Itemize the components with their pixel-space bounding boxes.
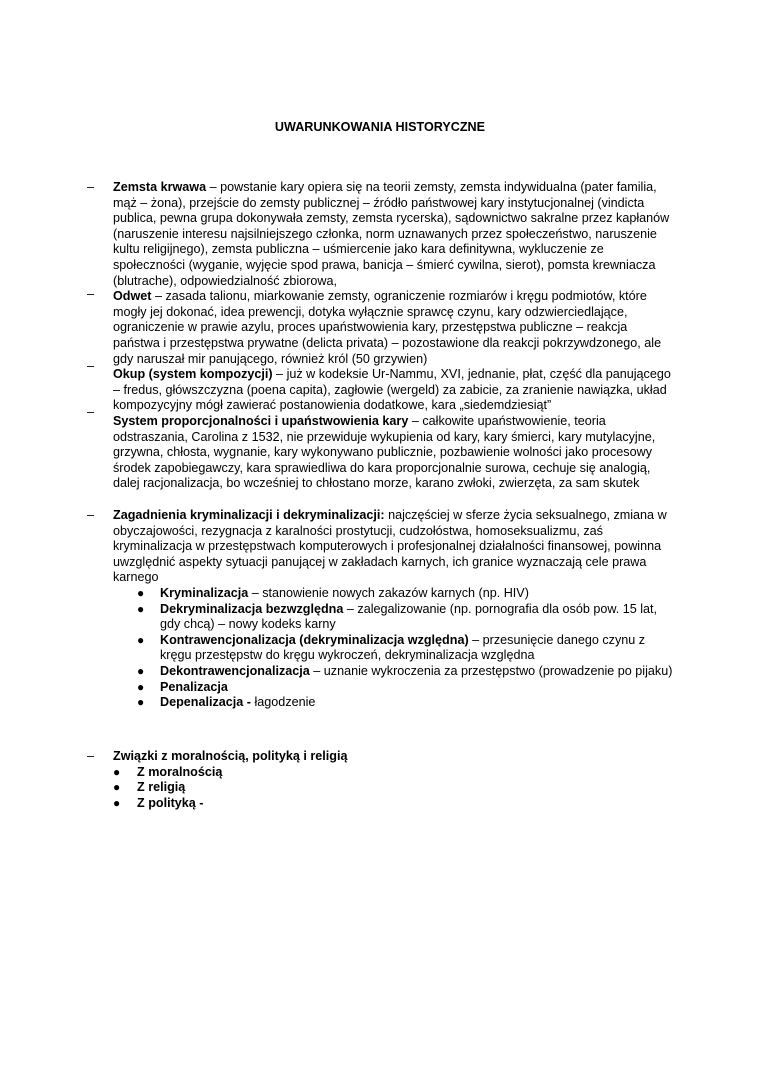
- bullet-icon: ●: [137, 663, 145, 678]
- section-relations: [113, 749, 675, 811]
- sub-list-item: [113, 796, 675, 812]
- list-item: [113, 289, 675, 367]
- sub-list-item: [113, 695, 675, 711]
- dash-marker: –: [87, 749, 95, 763]
- bullet-icon: ●: [137, 585, 145, 600]
- item-term: Związki z moralnością, polityką i religią: [113, 749, 348, 763]
- bullet-icon: ●: [137, 601, 145, 616]
- list-item: [113, 508, 675, 586]
- item-term: Odwet: [113, 289, 152, 304]
- page-title: UWARUNKOWANIA HISTORYCZNE: [274, 120, 486, 134]
- sub-list-item: [113, 633, 675, 664]
- list-item: [113, 367, 675, 414]
- dash-marker: –: [87, 180, 95, 194]
- item-text: – przesunięcie danego czynu z kręgu przestępstw do kręgu wykroczeń, dekryminalizacja względna: [160, 632, 646, 663]
- item-term: Okup (system kompozycji): [113, 367, 273, 382]
- item-text: – stanowienie nowych zakazów karnych (np. HIV): [248, 585, 529, 600]
- sub-list-item: [113, 664, 675, 680]
- section-historical-stages: [113, 180, 675, 492]
- item-text: – już w kodeksie Ur-Nammu, XVI, jednanie, płat, część dla panującego – fredus, główszczyzna (poena capita), zagłowie (wergeld) za zabicie, za zranienie nawiązka, układ kompozycyjny mógł zawierać postanowienia dodatkowe, kara „siedemdziesiąt”: [113, 367, 671, 413]
- dash-marker: –: [87, 508, 95, 522]
- item-term: Depenalizacja -: [160, 695, 251, 710]
- bullet-icon: ●: [113, 795, 121, 810]
- item-term: Kryminalizacja: [160, 585, 249, 600]
- item-term: Z polityką -: [137, 795, 204, 810]
- item-text: łagodzenie: [251, 695, 316, 710]
- item-text: – zalegalizowanie (np. pornografia dla osób pow. 15 lat, gdy chcą) – nowy kodeks karny: [160, 601, 658, 632]
- section-criminalization: [113, 508, 675, 711]
- item-text: – zasada talionu, miarkowanie zemsty, ograniczenie rozmiarów i kręgu podmiotów, które mogły jej dokonać, idea prewencji, dotyka wyłącznie sprawcę czynu, kary odzwierciedlające, ograniczenie w prawie azylu, proces upaństwowienia kary, przestępstwa publiczne – reakcja państwa i przestępstwa prywatne (delicta privata) – pozostawione dla reakcji pokrzywdzonego, ale gdy naruszał mir panującego, również król (50 grzywien): [113, 289, 662, 366]
- item-term: System proporcjonalności i upaństwowienia kary: [113, 413, 409, 428]
- item-term: Kontrawencjonalizacja (dekryminalizacja względna): [160, 632, 469, 647]
- sub-list-item: [113, 680, 675, 696]
- sub-list-item: [113, 586, 675, 602]
- item-term: Z moralnością: [137, 764, 223, 779]
- list-item: [113, 180, 675, 289]
- item-term: Zemsta krwawa: [113, 180, 207, 194]
- sub-list-item: [113, 602, 675, 633]
- list-item: [113, 749, 675, 765]
- sub-list-item: [113, 765, 675, 781]
- list-item: [113, 414, 675, 492]
- bullet-icon: ●: [113, 780, 121, 795]
- sub-list-item: [113, 780, 675, 796]
- item-term: Zagadnienia kryminalizacji i dekryminalizacji:: [113, 508, 385, 522]
- item-text: – powstanie kary opiera się na teorii zemsty, zemsta indywidualna (pater familia, mąż – żona), przejście do zemsty publicznej – źródło państwowej kary instytucjonalnej (vindicta publica, pewna grupa dokonywała zemsty, zemsta rycerska), sądownictwo sakralne przez kapłanów (naruszenie interesu najsilniejszego członka, norm uznawanych przez społeczeństwo, naruszenie kultu religijnego), zemsta publiczna – uśmiercenie jako kara definitywna, wykluczenie ze społeczności (wyganie, wyjęcie spod prawa, banicja – śmierć cywilna, sierot), pomsta krewniacza (blutrache), odpowiedzialność zbiorowa,: [113, 180, 670, 288]
- item-term: Dekontrawencjonalizacja: [160, 663, 310, 678]
- item-text: najczęściej w sferze życia seksualnego, zmiana w obyczajowości, rezygnacja z karalności prostytucji, cudzołóstwa, homoseksualizmu, zaś kryminalizacja w przestępstwach komputerowych i profesjonalnej działalności finansowej, powinna uwzględnić aspekty sytuacji panującej w zakładach karnych, ich granice wyznaczają cele prawa karnego: [113, 508, 667, 585]
- sub-list: [113, 586, 675, 711]
- sub-list: [113, 765, 675, 812]
- bullet-icon: ●: [137, 695, 145, 710]
- item-text: – uznanie wykroczenia za przestępstwo (prowadzenie po pijaku): [309, 663, 673, 678]
- item-term: Penalizacja: [160, 679, 228, 694]
- item-text: – całkowite upaństwowienie, teoria odstraszania, Carolina z 1532, nie przewiduje wykupienia od kary, kary śmierci, kary mutylacyjne, grzywna, chłosta, wygnanie, kary wykonywano publicznie, pozbawienie wolności jako procesowy środek zapobiegawczy, kara sprawiedliwa do kara proporcjonalnie surowa, cechuje się analogią, dalej racjonalizacja, bo wcześniej to chłostano morze, karano zwłoki, zwierzęta, za sam skutek: [113, 413, 656, 491]
- dash-marker: –: [87, 359, 95, 373]
- bullet-icon: ●: [137, 632, 145, 647]
- bullet-icon: ●: [137, 679, 145, 694]
- dash-marker: –: [87, 287, 95, 301]
- bullet-icon: ●: [113, 764, 121, 779]
- dash-marker: –: [87, 405, 95, 419]
- item-term: Dekryminalizacja bezwzględna: [160, 601, 344, 616]
- item-term: Z religią: [137, 780, 186, 795]
